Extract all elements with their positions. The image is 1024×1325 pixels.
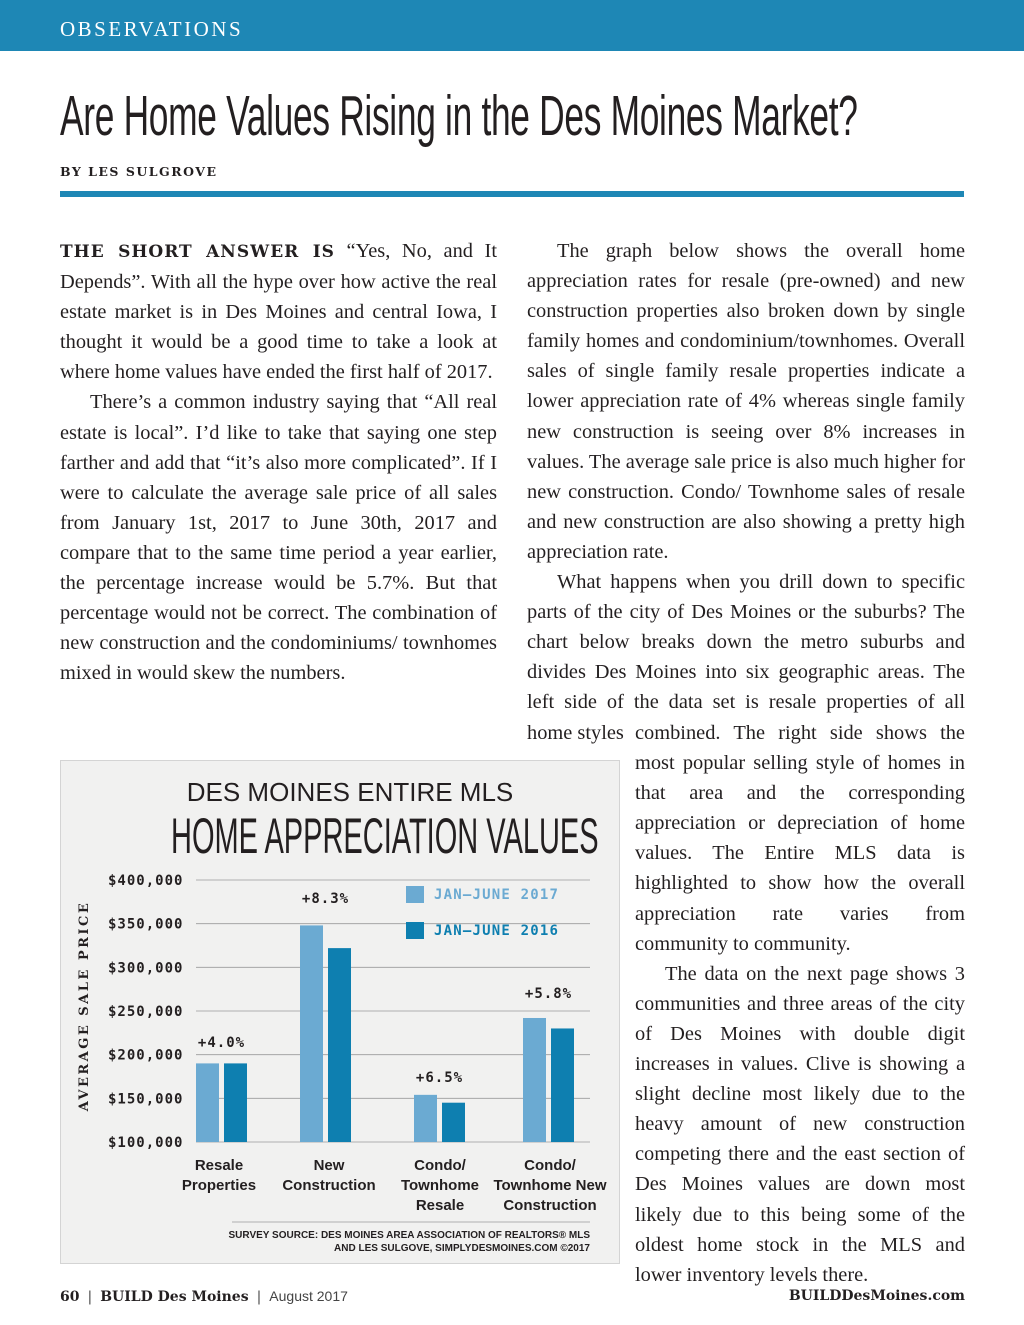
x-tick-label: Resale <box>415 1197 465 1214</box>
y-tick-label: $350,000 <box>108 916 184 933</box>
x-tick-label: Construction <box>282 1177 376 1194</box>
legend-swatch <box>406 886 424 903</box>
y-tick-label: $250,000 <box>108 1004 184 1020</box>
chart-title: DES MOINES ENTIRE MLS <box>186 777 514 807</box>
bar <box>523 1018 546 1142</box>
x-tick-label: Construction <box>503 1197 597 1214</box>
y-tick-label: $100,000 <box>108 1135 184 1151</box>
source-note: AND LES SULGOVE, SIMPLYDESMOINES.COM ©2017 <box>334 1243 590 1254</box>
x-tick-label: Townhome New <box>493 1177 607 1194</box>
x-tick-label: Properties <box>181 1177 257 1194</box>
y-tick-label: $200,000 <box>108 1047 184 1064</box>
paragraph-2: There’s a common industry saying that “All real estate is local”. I’d like to take that saying one step farther and add that “it’s also more complicated”. If I were to calculate the average sale price of all sales from January 1st, 2017 to June 30th, 2017 and compare that to the same time period a year earlier, the percentage increase would be 5.7%. But that percentage would not be correct. The combination of new construction and the condominiums/ townhomes mixed in would skew the numbers. <box>60 391 497 685</box>
x-tick-label: Townhome <box>400 1177 480 1194</box>
data-label: +8.3% <box>301 891 350 907</box>
bar <box>300 925 323 1142</box>
bar <box>224 1063 247 1142</box>
legend-label: JAN–JUNE 2017 <box>434 887 560 903</box>
paragraph-5: The data on the next page shows 3 communities and three areas of the city of Des Moines with double digit increases in values. Clive is showing a slight decline most likely due to the heavy amount of new construction competing there and the east section of Des Moines values are down most likely due to this being some of the oldest home stock in the MLS and lower inventory levels there. <box>635 962 965 1286</box>
section-label: OBSERVATIONS <box>60 17 244 41</box>
x-tick-label: Condo/ <box>414 1157 466 1174</box>
legend-swatch <box>406 922 424 939</box>
publication-name: BUILD Des Moines <box>100 1289 249 1305</box>
chart-subtitle: HOME APPRECIATION VALUES <box>171 808 599 864</box>
lead-in: THE SHORT ANSWER IS <box>60 242 335 262</box>
x-tick-label: New <box>313 1157 345 1174</box>
page-number: 60 <box>60 1289 80 1305</box>
data-label: +6.5% <box>415 1070 464 1086</box>
paragraph-1-text: “Yes, No, and It Depends”. With all the hype over how active the real estate market is in Des Moines and central Iowa, I thought it would be a good time to take a look at where home values have ended the first half of 2017. <box>60 240 498 384</box>
byline: BY LES SULGROVE <box>60 164 218 179</box>
y-tick-label: $150,000 <box>108 1091 184 1108</box>
bar <box>328 948 351 1142</box>
paragraph-4b: combined. The right side shows the most popular selling style of homes in that area and the corresponding appreciation or depreciation of home values. The Entire MLS data is highlighted to show how the overall appreciation rate varies from community to community. <box>635 722 965 955</box>
data-label: +4.0% <box>197 1035 246 1051</box>
issue-month: August 2017 <box>269 1288 348 1304</box>
x-tick-label: Resale <box>194 1157 244 1174</box>
bar <box>196 1063 219 1142</box>
bar <box>551 1028 574 1142</box>
bar <box>414 1095 437 1142</box>
y-axis-label: AVERAGE SALE PRICE <box>77 900 92 1112</box>
legend-label: JAN–JUNE 2016 <box>434 923 560 939</box>
x-tick-label: Condo/ <box>524 1157 576 1174</box>
y-tick-label: $400,000 <box>108 873 184 889</box>
data-label: +5.8% <box>524 986 573 1002</box>
paragraph-3: The graph below shows the overall home appreciation rates for resale (pre-owned) and new construction properties also broken down by single family homes and condominium/townhomes. Overall sales of single family resale properties indicate a lower appreciation rate of 4% whereas single family new construction is seeing over 8% increases in values. The average sale price is also much higher for new construction. Condo/ Townhome sales of resale and new construction are also showing a pretty high appreciation rate. <box>527 240 965 563</box>
bar <box>442 1103 465 1142</box>
source-note: SURVEY SOURCE: DES MOINES AREA ASSOCIATION OF REALTORS® MLS <box>228 1230 590 1241</box>
y-tick-label: $300,000 <box>108 960 184 977</box>
paragraph-4a: What happens when you drill down to specific parts of the city of Des Moines or the suburbs? The chart below breaks down the metro suburbs and divides Des Moines into six geographic areas. The left side of the data set is resale properties of all home styles <box>527 571 965 744</box>
website: BUILDDesMoines.com <box>788 1288 965 1304</box>
article-headline: Are Home Values Rising in the Des Moines Market? <box>60 84 858 148</box>
